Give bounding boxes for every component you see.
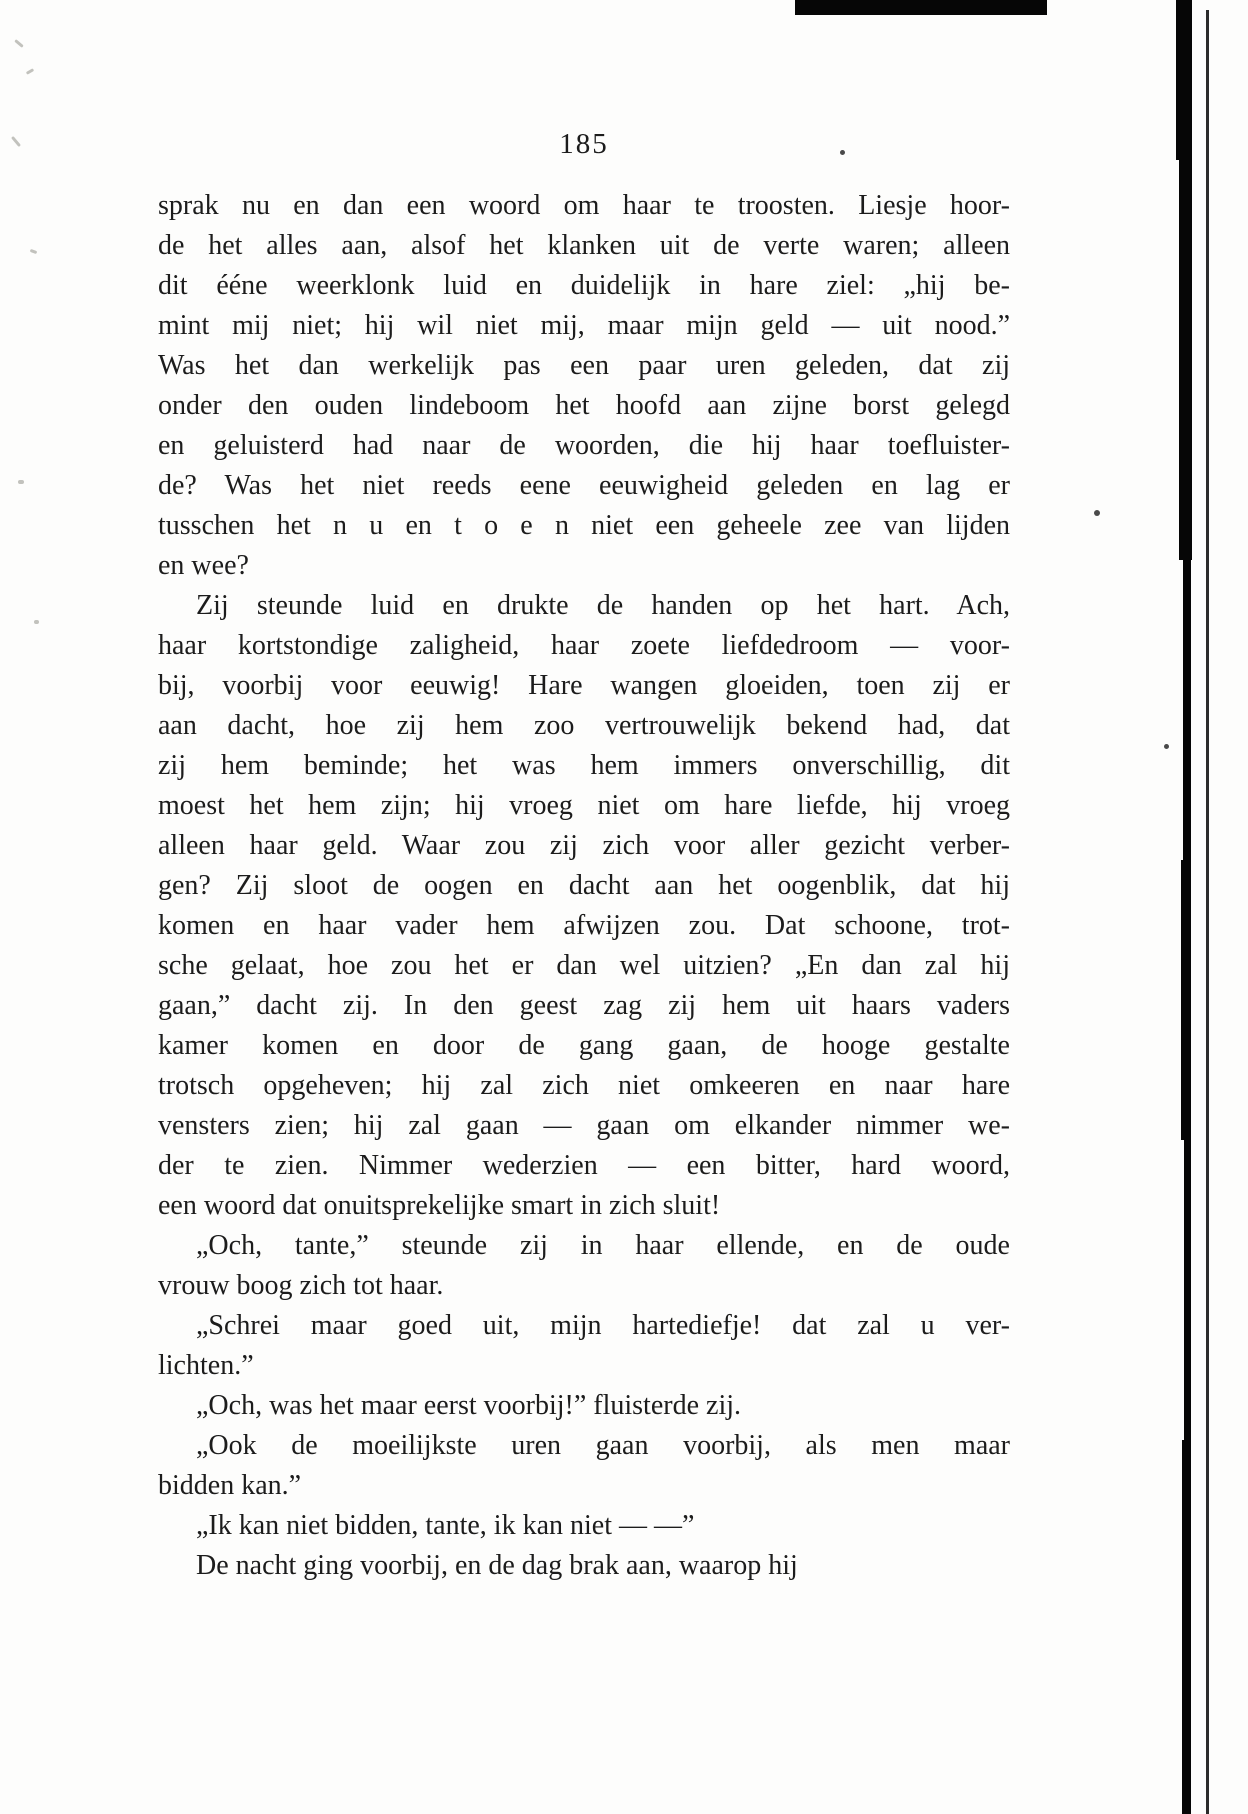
- text-line: bidden kan.”: [158, 1470, 302, 1501]
- text-line: moest het hem zijn; hij vroeg niet om hare liefde, hij vroeg: [158, 790, 1010, 821]
- paragraph-8: [158, 1546, 1010, 1586]
- scan-margin-noise: [34, 620, 39, 624]
- text-line: sche gelaat, hoe zou het er dan wel uitzien? „En dan zal hij: [158, 950, 1010, 981]
- text-line: sprak nu en dan een woord om haar te troosten. Liesje hoor-: [158, 190, 1010, 221]
- scan-artifact-page-edge-line: [1206, 10, 1209, 1814]
- scan-artifact-binding-strip: [1183, 560, 1191, 860]
- text-line: gaan,” dacht zij. In den geest zag zij hem uit haars vaders: [158, 990, 1010, 1021]
- text-line: Zij steunde luid en drukte de handen op het hart. Ach,: [196, 590, 1010, 621]
- scan-artifact-binding-strip: [1182, 1440, 1191, 1814]
- text-line: vensters zien; hij zal gaan — gaan om elkander nimmer we-: [158, 1110, 1010, 1141]
- scan-artifact-binding-strip: [1184, 1140, 1191, 1440]
- page-text: [158, 186, 1010, 1586]
- paragraph-7: [158, 1506, 1010, 1546]
- text-line: mint mij niet; hij wil niet mij, maar mijn geld — uit nood.”: [158, 310, 1010, 341]
- scan-artifact-top-bar: [795, 0, 1047, 15]
- text-line: de? Was het niet reeds eene eeuwigheid geleden en lag er: [158, 470, 1010, 501]
- scan-artifact-binding-strip: [1176, 0, 1192, 160]
- scan-margin-noise: [26, 68, 34, 75]
- text-line: een woord dat onuitsprekelijke smart in zich sluit!: [158, 1190, 721, 1221]
- text-line: „Ik kan niet bidden, tante, ik kan niet — —”: [196, 1510, 695, 1541]
- text-line: „Och, was het maar eerst voorbij!” fluisterde zij.: [196, 1390, 742, 1421]
- paragraph-4: [158, 1306, 1010, 1386]
- scan-artifact-binding-strip: [1179, 160, 1192, 560]
- text-line: aan dacht, hoe zij hem zoo vertrouwelijk bekend had, dat: [158, 710, 1010, 741]
- text-line: zij hem beminde; het was hem immers onverschillig, dit: [158, 750, 1010, 781]
- paragraph-6: [158, 1426, 1010, 1506]
- scan-margin-noise: [30, 249, 38, 254]
- text-line: „Ook de moeilijkste uren gaan voorbij, als men maar: [196, 1430, 1010, 1461]
- scan-margin-noise: [14, 39, 24, 48]
- page-number: 185: [559, 128, 609, 160]
- text-line: en geluisterd had naar de woorden, die hij haar toefluister-: [158, 430, 1010, 461]
- paragraph-5: [158, 1386, 1010, 1426]
- text-line: bij, voorbij voor eeuwig! Hare wangen gloeiden, toen zij er: [158, 670, 1010, 701]
- text-line: der te zien. Nimmer wederzien — een bitter, hard woord,: [158, 1150, 1010, 1181]
- text-line: trotsch opgeheven; hij zal zich niet omkeeren en naar hare: [158, 1070, 1010, 1101]
- text-line: „Och, tante,” steunde zij in haar ellende, en de oude: [196, 1230, 1010, 1261]
- scan-margin-noise: [18, 480, 24, 484]
- paragraph-3: [158, 1226, 1010, 1306]
- text-line: „Schrei maar goed uit, mijn hartediefje! dat zal u ver-: [196, 1310, 1010, 1341]
- scan-margin-noise: [11, 136, 21, 147]
- scan-artifact-binding-strip: [1181, 860, 1191, 1140]
- text-line: dit ééne weerklonk luid en duidelijk in hare ziel: „hij be-: [158, 270, 1010, 301]
- text-line: gen? Zij sloot de oogen en dacht aan het oogenblik, dat hij: [158, 870, 1010, 901]
- text-line: komen en haar vader hem afwijzen zou. Dat schoone, trot-: [158, 910, 1010, 941]
- text-line: de het alles aan, alsof het klanken uit de verte waren; alleen: [158, 230, 1010, 261]
- text-line: tusschen het n u en t o e n niet een geheele zee van lijden: [158, 510, 1010, 541]
- text-line: alleen haar geld. Waar zou zij zich voor aller gezicht verber-: [158, 830, 1010, 861]
- text-line: lichten.”: [158, 1350, 254, 1381]
- text-line: Was het dan werkelijk pas een paar uren geleden, dat zij: [158, 350, 1010, 381]
- text-line: De nacht ging voorbij, en de dag brak aan, waarop hij: [196, 1550, 798, 1581]
- scan-speck: [1164, 744, 1169, 749]
- text-line: onder den ouden lindeboom het hoofd aan zijne borst gelegd: [158, 390, 1010, 421]
- text-line: kamer komen en door de gang gaan, de hooge gestalte: [158, 1030, 1010, 1061]
- paragraph-1: [158, 186, 1010, 586]
- text-line: haar kortstondige zaligheid, haar zoete liefdedroom — voor-: [158, 630, 1010, 661]
- paragraph-2: [158, 586, 1010, 1226]
- text-line: en wee?: [158, 550, 249, 581]
- text-line: vrouw boog zich tot haar.: [158, 1270, 444, 1301]
- scan-speck: [1094, 510, 1100, 516]
